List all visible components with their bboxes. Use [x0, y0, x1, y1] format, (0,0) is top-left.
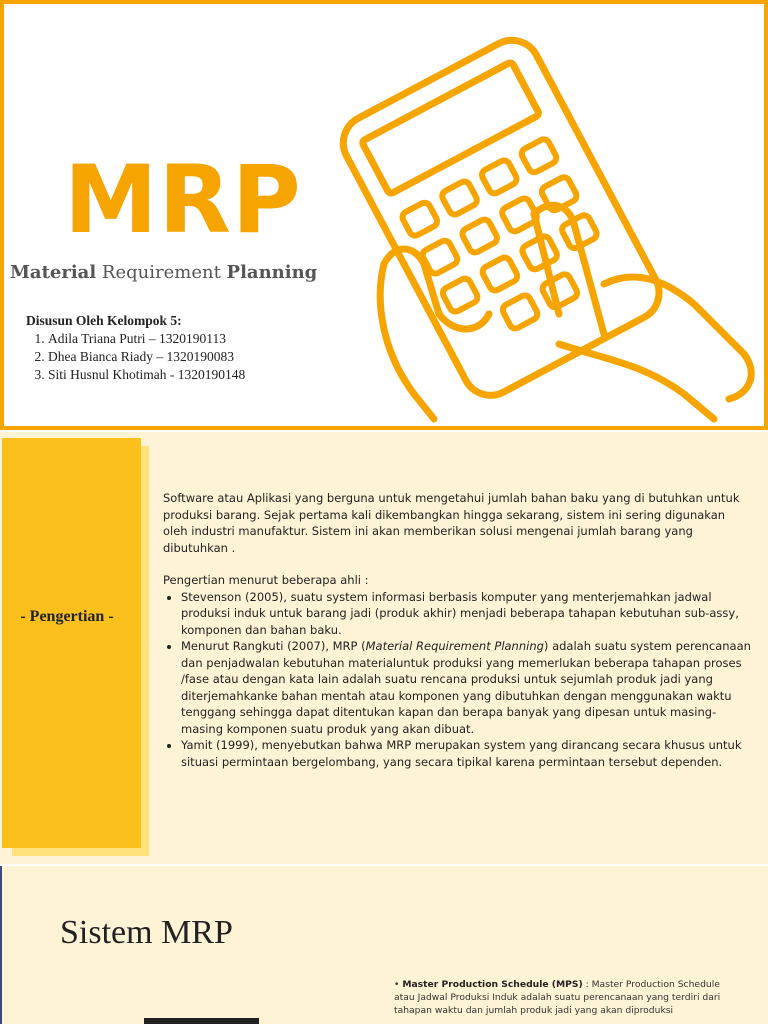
author-item: 2. Dhea Bianca Riady – 1320190083 [48, 348, 245, 366]
definition-content [163, 490, 753, 770]
expert-item [181, 638, 753, 737]
authors-list [26, 330, 245, 384]
subtitle-word-3: Planning [226, 262, 318, 283]
experts-list [163, 589, 753, 771]
section-tab-label: - Pengertian - [20, 608, 114, 625]
mps-text: • Master Production Schedule (MPS) : Master Production Schedule atau Jadwal Produksi Induk adalah suatu perencanaan yang terdiri dari tahapan waktu dan jumlah produk jadi yang akan diproduksi [394, 979, 721, 1016]
title-slide [0, 0, 768, 430]
system-slide [0, 866, 768, 1024]
expert-text: ) adalah suatu system perencanaan dan penjadwalan kebutuhan materialuntuk produksi yang memerlukan beberapa tahapan proses /fase atau dengan kata lain adalah suatu rencana produksi untuk sejumlah produk jadi yang diterjemahkanke bahan mentah atau komponen yang dibutuhkan dengan menggunakan waktu tenggang sehingga dapat ditentukan kapan dan berapa banyak yang dipesan untuk masing-masing komponen suatu produk yang akan dibuat. [181, 639, 751, 736]
definition-paragraph: Software atau Aplikasi yang berguna untuk mengetahui jumlah bahan baku yang di butuhkan untuk produksi barang. Sejak pertama kali dikembangkan hingga sekarang, sistem ini sering digunakan oleh industri manufaktur. Sistem ini akan memberikan solusi mengenai jumlah barang yang dibutuhkan . [163, 491, 740, 555]
author-item: 3. Siti Husnul Khotimah - 1320190148 [48, 366, 245, 384]
subtitle-word-2: Requirement [101, 262, 221, 283]
experts-header: Pengertian menurut beberapa ahli : [163, 573, 369, 587]
diagram-fragment [144, 1018, 259, 1024]
expert-emphasis: Material Requirement Planning [365, 639, 544, 653]
calculator-hand-icon [304, 14, 764, 426]
section-tab [2, 438, 141, 848]
author-item: 1. Adila Triana Putri – 1320190113 [48, 330, 245, 348]
expert-item: • Stevenson (2005), suatu system informasi berbasis komputer yang menterjemahkan jadwal produksi induk untuk barang jadi (produk akhir) menjadi beberapa tahapan kebutuhan sub-assy, komponen dan bahan baku. [181, 589, 753, 639]
expert-item: • Yamit (1999), menyebutkan bahwa MRP merupakan system yang dirancang secara khusus untuk situasi permintaan bergelombang, yang secara tipikal karena permintaan tersebut dependen. [181, 737, 753, 770]
slide-title: MRP [64, 146, 302, 255]
expert-text: Menurut Rangkuti (2007), MRP ( [181, 639, 366, 653]
authors-header: Disusun Oleh Kelompok 5: [26, 313, 182, 328]
mps-description: : Master Production Schedule atau Jadwal Produksi Induk adalah suatu perencanaan yang terdiri dari tahapan waktu dan jumlah produk jadi yang akan diproduksi [394, 979, 721, 1016]
system-title: Sistem MRP [60, 914, 233, 951]
subtitle-word-1: Material [10, 262, 97, 283]
definition-slide [0, 432, 768, 864]
authors-block [26, 312, 245, 384]
mps-term: Master Production Schedule (MPS) [402, 979, 583, 990]
slide-subtitle [10, 262, 317, 283]
